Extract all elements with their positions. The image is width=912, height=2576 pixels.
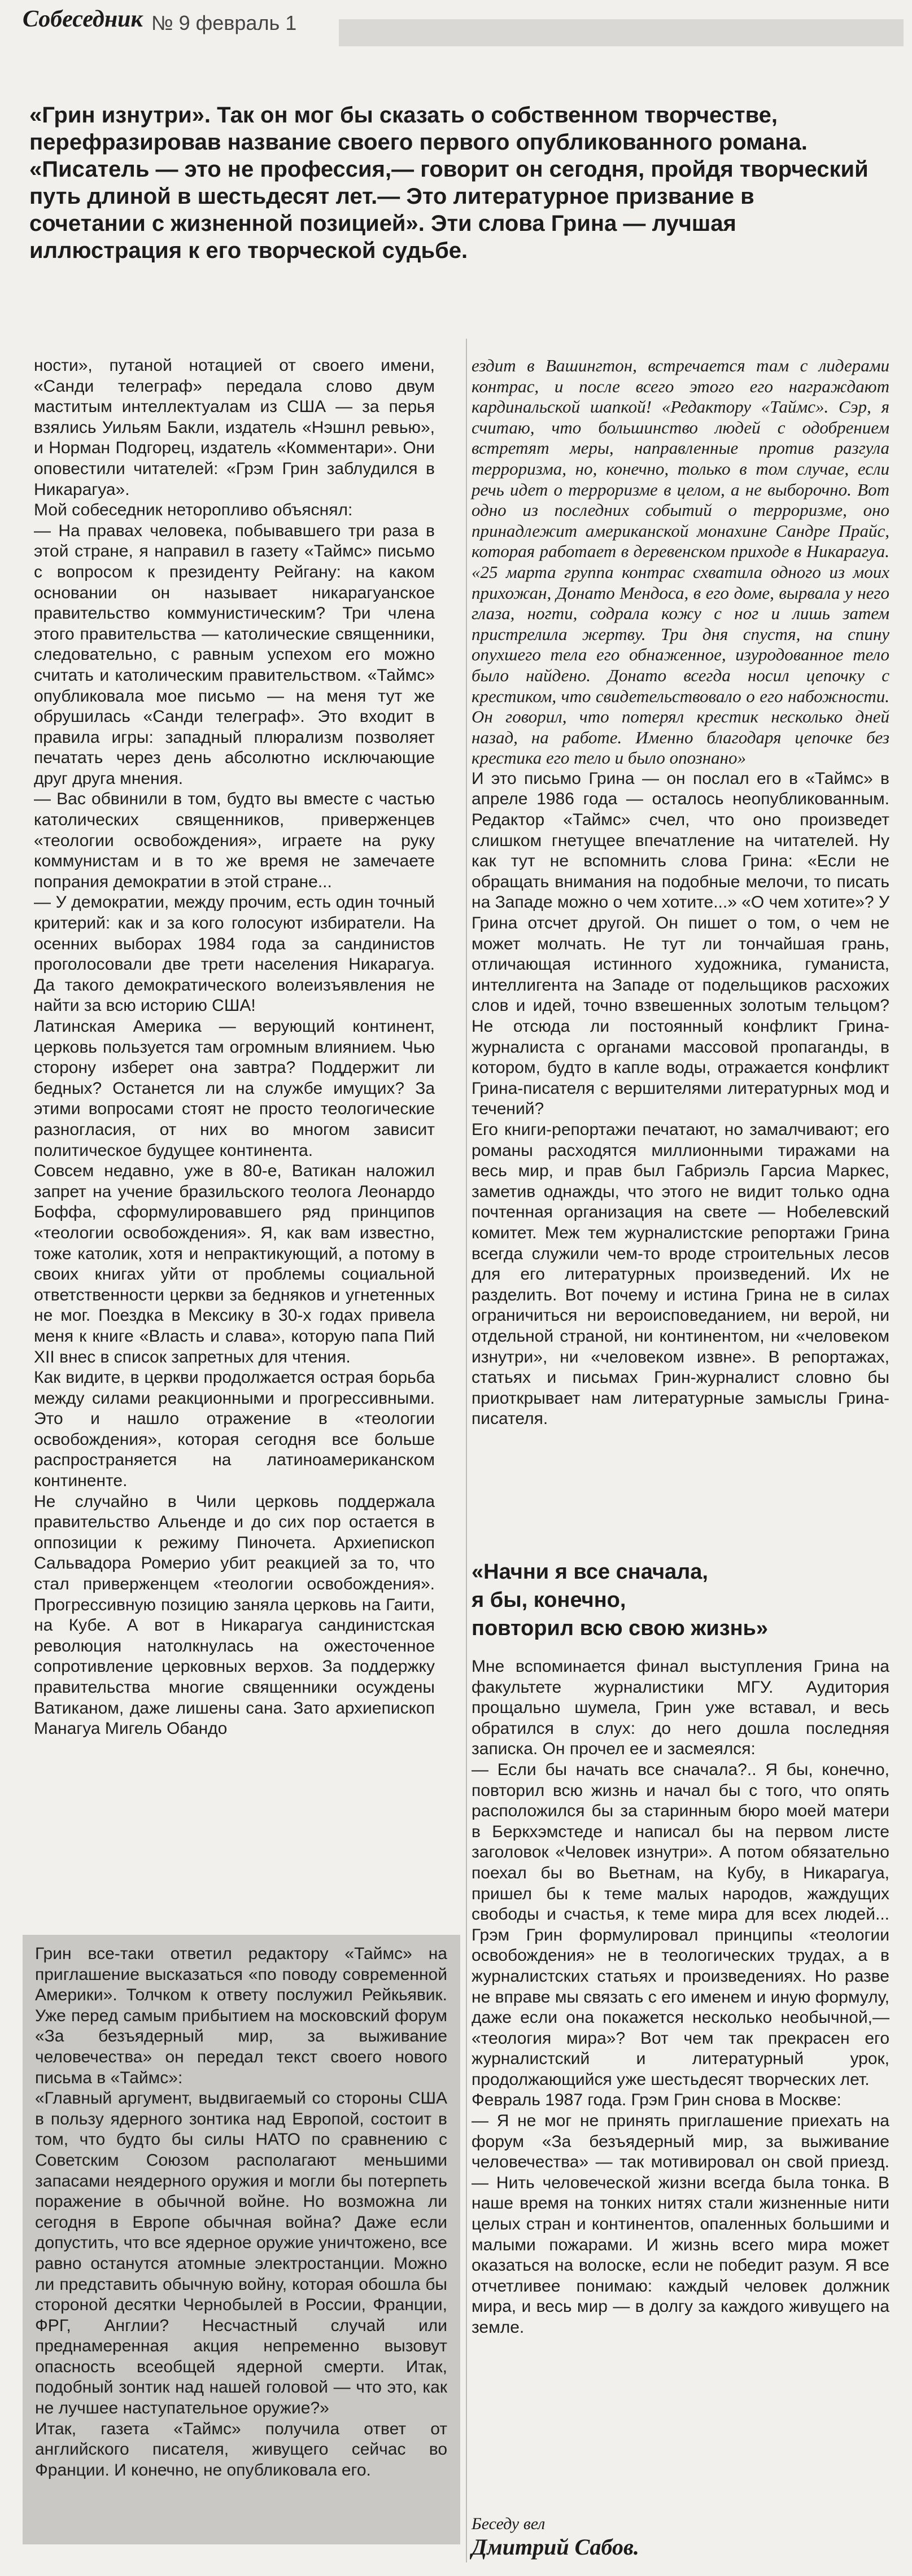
paragraph: Латинская Америка — верующий континент, церковь пользуется там огромным влиянием. Чью сторону изберет она завтра? Поддержит ли бедных? Останется ли на службе имущих? За этими вопросами стоят не просто теологические разногласия, от них во многом зависит политическое будущее континента. (34, 1017, 435, 1160)
paragraph: Мой собеседник неторопливо объяснял: (34, 501, 353, 520)
paragraph: — Вас обвинили в том, будто вы вместе с частью католических священников, приверженцев «теологии освобождения», играете на руку коммунистам и в то же время не замечаете попрания демократии в этой стране... (34, 790, 435, 891)
paragraph: — У демократии, между прочим, есть один точный критерий: как и за кого голосуют избиратели. На осенних выборах 1984 года за сандинистов проголосовали две трети населения Никарагуа. Да такого демократического волеизъявления не найти за всю историю США! (34, 893, 435, 1015)
issue-date: № 9 февраль 1 (151, 11, 297, 34)
paragraph: — Если бы начать все сначала?.. Я бы, конечно, повторил всю жизнь и начал бы с того, что опять расположился бы за старинным бюро моей матери в Беркхэмстеде и написал бы на первом листе заголовок «Человек изнутри». А потом обязательно поехал бы во Вьетнам, на Кубу, в Никарагуа, пришел бы к теме малых народов, жаждущих свободы и счастья, к теме мира для всех людей... Грэм Грин формулировал принципы «теологии освобождения» не в теологических трудах, а в журналистских статьях и произведениях. Но разве не вправе мы связать с его именем и иную формулу, даже если она покажется несколько необычной,— «теология мира»? Вот чем так прекрасен его журналистский и литературный урок, продолжающийся уже шестьдесят творческих лет. (472, 1760, 889, 2089)
header-band (339, 19, 904, 46)
signature-label: Беседу вел (472, 2514, 546, 2533)
paragraph: И это письмо Грина — он послал его в «Таймс» в апреле 1986 года — осталось неопубликованным. Редактор «Таймс» счел, что оно произведет слишком гнетущее впечатление на читателей. Ну как тут не вспомнить слова Грина: «Если не обращать внимания на подобные мелочи, то писать на Западе можно о чем хотите...» «О чем хотите»? У Грина отсчет другой. Он пишет о том, о чем не может молчать. Не тут ли тончайшая грань, отличающая истинного художника, гуманиста, интеллигента на Западе от подельщиков расхожих слов и идей, точно взвешенных золотым тельцом? Не отсюда ли постоянный конфликт Грина-журналиста с органами массовой пропаганды, в котором, будто в капле воды, отражается конфликт Грина-писателя с вершителями литературных мод и течений? (472, 769, 889, 1119)
paragraph: Мне вспоминается финал выступления Грина на факультете журналистики МГУ. Аудитория прощально шумела, Грин уже вставал, и весь обратился в слух: до него дошла последняя записка. Он прочел ее и засмеялся: (472, 1657, 889, 1759)
paragraph: Не случайно в Чили церковь поддержала правительство Альенде и до сих пор остается в оппозиции к режиму Пиночета. Архиепископ Сальвадора Ромерио убит реакцией за то, что стал приверженцем «теологии освобождения». Прогрессивную позицию заняла церковь на Гаити, на Кубе. А вот в Никарагуа сандинистская революция натолкнулась на ожесточенное сопротивление церковных верхов. За поддержку правительства многие священники осуждены Ватиканом, даже лишены сана. Зато архиепископ Манагуа Мигель Обандо (34, 1492, 435, 1738)
newspaper-logo: Собеседник (23, 6, 143, 32)
shaded-sidebar-box (23, 1935, 460, 2544)
paragraph: ности», путаной нотацией от своего имени, «Санди телеграф» передала слово двум маститым интеллектуалам из США — за перья взялись Уильям Бакли, издатель «Нэшнл ревью», и Норман Подгорец, издатель «Комментари». Они оповестили читателей: «Грэм Грин заблудился в Никарагуа». (34, 356, 435, 499)
lead-paragraph (29, 102, 876, 264)
right-column-lower (472, 1657, 889, 2338)
paragraph: Совсем недавно, уже в 80-е, Ватикан наложил запрет на учение бразильского теолога Леонардо Боффа, сформулировавшего ряд принципов «теологии освобождения». Я, как вам известно, тоже католик, хотя и непрактикующий, а потому в своих книгах уйти от проблемы социальной ответственности церкви за бедняков и угнетенных не мог. Поездка в Мексику в 30-х годах привела меня к книге «Власть и слава», которую папа Пий XII внес в список запретных для чтения. (34, 1162, 435, 1366)
box-text (35, 1944, 447, 2481)
subheading-line: повторил всю свою жизнь» (472, 1616, 769, 1640)
left-column (34, 356, 435, 1740)
signature (472, 2514, 889, 2561)
subheading-line: я бы, конечно, (472, 1588, 626, 1612)
paragraph: «Главный аргумент, выдвигаемый со стороны США в пользу ядерного зонтика над Европой, состоит в том, что будто бы силы НАТО по сравнению с Советским Союзом располагают меньшими запасами неядерного оружия и могли бы потерпеть поражение в обычной войне. Но возможна ли сегодня в Европе обычная война? Даже если допустить, что все ядерное оружие уничтожено, все равно останутся атомные электростанции. Можно ли представить обычную войну, которая обошла бы стороной десятки Чернобылей в России, Франции, ФРГ, Англии? Несчастный случай или преднамеренная акция непременно вызовут опасность всеобщей ядерной смерти. Итак, подобный зонтик над нашей головой — что это, как не лучшее наступательное оружие?» (35, 2089, 447, 2418)
paragraph: — На правах человека, побывавшего три раза в этой стране, я направил в газету «Таймс» письмо с вопросом к президенту Рейгану: на каком основании он называет никарагуанское правительство коммунистическим? Три члена этого правительства — католические священники, следовательно, с равным успехом его можно считать и католическим правительством. «Таймс» опубликовала мое письмо — на меня тут же обрушилась «Санди телеграф». Это входит в правила игры: западный плюрализм позволяет печатать через день абсолютно исключающие друг друга мнения. (34, 521, 435, 788)
subheading-line: «Начни я все сначала, (472, 1560, 708, 1584)
paragraph: Как видите, в церкви продолжается острая борьба между силами реакционными и прогрессивными. Это и нашло отражение в «теологии освобождения», которая сегодня все больше распространяется на латиноамериканском континенте. (34, 1368, 435, 1491)
paragraph: Его книги-репортажи печатают, но замалчивают; его романы расходятся миллионными тиражами на весь мир, и прав был Габриэль Гарсиа Маркес, заметив однажды, что этого не видит только одна почтенная организация на свете — Нобелевский комитет. Меж тем журналистские репортажи Грина всегда служили чем-то вроде строительных лесов для его литературных произведений. Их не разделить. Вот почему и истина Грина не в силах ограничиться ни вероисповеданием, ни верой, ни отдельной страной, ни континентом, ни «человеком изнутри», ни «человеком извне». В репортажах, статьях и письмах Грин-журналист словно бы приоткрывает нам литературные замыслы Грина-писателя. (472, 1120, 889, 1429)
right-column (472, 356, 889, 1430)
paragraph: Февраль 1987 года. Грэм Грин снова в Москве: (472, 2091, 841, 2110)
paragraph: Итак, газета «Таймс» получила ответ от английского писателя, живущего сейчас во Франции. И конечно, не опубликовала его. (35, 2419, 447, 2479)
paragraph: — Я не мог не принять приглашение приехать на форум «За безъядерный мир, за выживание человечества» — так мотивировал он свой приезд.— Нить человеческой жизни всегда была тонка. В наше время на тонких нитях стали жизненные нити целых стран и континентов, опаленных большими и малыми пожарами. И жизнь всего мира может оказаться на волоске, если не победит разум. Я все отчетливее понимаю: каждый человек должник мира, и весь мир — в долгу за каждого живущего на земле. (472, 2111, 889, 2337)
column-divider (466, 339, 467, 2562)
subheading (472, 1558, 889, 1642)
lead-text: «Грин изнутри». Так он мог бы сказать о собственном творчестве, перефразировав название своего первого опубликованного романа. «Писатель — это не профессия,— говорит он сегодня, пройдя творческий путь длиной в шестьдесят лет.— Это литературное призвание в сочетании с жизненной позицией». Эти слова Грина — лучшая иллюстрация к его творческой судьбе. (29, 103, 869, 263)
masthead (23, 5, 904, 42)
signature-name: Дмитрий Сабов. (472, 2534, 639, 2560)
paragraph: Грин все-таки ответил редактору «Таймс» на приглашение высказаться «по поводу современной Америки». Толчком к ответу послужил Рейкьявик. Уже перед самым прибытием на московский форум «За безъядерный мир, за выживание человечества» он передал текст своего нового письма в «Таймс»: (35, 1944, 447, 2087)
italic-letter: ездит в Вашингтон, встречается там с лидерами контрас, и после всего этого его награждают кардинальской шапкой! «Редактору «Таймс». Сэр, я считаю, что большинство людей с одобрением встретят меры, направленные против разгула терроризма, но, конечно, только в том случае, если речь идет о терроризме в целом, а не выборочно. Вот одно из последних событий о терроризме, оно принадлежит американской монахине Сандре Прайс, которая работает в деревенском приходе в Никарагуа. «25 марта группа контрас схватила одного из моих прихожан, Донато Мендоса, в его доме, вырвала у него глаза, ногти, содрала кожу с ног и лишь затем пристрелила жертву. Три дня спустя, на спину опухшего тела его обнаженное, изуродованное тело было найдено. Донато всегда носил цепочку с крестиком, что свидетельствовало о его набожности. Он говорил, что потерял крестик несколько дней назад, на работе. Именно благодаря цепочке без крестика его тело и было опознано» (472, 356, 889, 768)
